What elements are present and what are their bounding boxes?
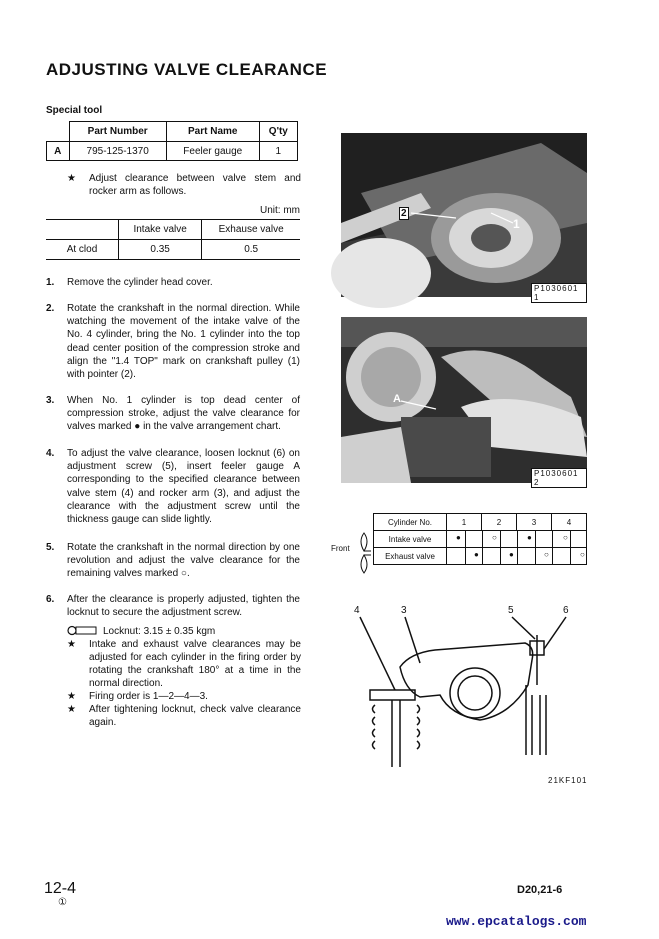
locknut-torque: Locknut: 3.15 ± 0.35 kgm — [67, 625, 301, 638]
star-icon: ★ — [67, 173, 76, 184]
valve-arrangement-table: Cylinder No. 1 2 3 4 Intake valve ● ○ ● ○ Exhaust valve ● ● ○ ○ — [373, 513, 587, 565]
part-name: Feeler gauge — [166, 142, 259, 161]
diagram-code: 21KF101 — [548, 776, 588, 785]
star-icon: ★ — [67, 704, 76, 715]
col-qty: Q'ty — [259, 122, 297, 142]
col-part-number: Part Number — [69, 122, 166, 142]
page-title: ADJUSTING VALVE CLEARANCE — [46, 60, 328, 79]
callout-feeler-gauge: A — [393, 393, 401, 405]
table-row: Intake valve ● ○ ● ○ — [374, 531, 587, 548]
watermark-url[interactable]: www.epcatalogs.com — [446, 914, 587, 929]
label-valve-stem: 4 — [354, 605, 360, 616]
star-icon: ★ — [67, 639, 76, 650]
tool-id: A — [47, 142, 70, 161]
callout-pulley: 1 — [513, 217, 520, 231]
revision-mark: ① — [58, 897, 67, 908]
clearance-table — [46, 219, 300, 260]
label-adjust-screw: 5 — [508, 605, 514, 616]
model-code: D20,21-6 — [517, 884, 563, 896]
label-locknut: 6 — [563, 605, 569, 616]
page-number: 12-4 — [44, 880, 77, 897]
qty: 1 — [259, 142, 297, 161]
col-part-name: Part Name — [166, 122, 259, 142]
clearance-note: ★ Adjust clearance between valve stem and rocker arm as follows. — [67, 173, 301, 197]
photo2-caption: P1030601 2 — [531, 468, 587, 488]
table-row: Exhaust valve ● ● ○ ○ — [374, 548, 587, 565]
step-2: 2. Rotate the crankshaft in the normal direction. While watching the movement of the intake valve of the No. 4 cylinder, bring the No. 1 cylinder into the top dead center position of the compression stroke and align the "1.4 TOP" mark on crankshaft pulley (1) with pointer (2). — [46, 303, 300, 381]
special-tool-heading: Special tool — [46, 105, 103, 116]
table-row — [47, 142, 298, 161]
special-tool-table — [46, 121, 298, 161]
subnote-1: ★ Intake and exhaust valve clearances may be adjusted for each cylinder in the firing order by rotating the crankshaft 180° at a time in the normal direction. — [67, 639, 301, 689]
step-6: 6. After the clearance is properly adjusted, tighten the locknut to secure the adjustment screw. — [46, 594, 300, 619]
label-rocker-arm: 3 — [401, 605, 407, 616]
star-icon: ★ — [67, 691, 76, 702]
rocker-arm-diagram — [340, 605, 590, 775]
photo-feeler-gauge — [341, 317, 587, 487]
condition-label: At clod — [46, 240, 119, 260]
callout-pointer: 2 — [401, 208, 407, 219]
step-4: 4. To adjust the valve clearance, loosen locknut (6) on adjustment screw (5), insert feeler gauge A corresponding to the specified clearance between valve stem (4) and rocker arm (3), and adjust the clearance with the adjustment screw until the thickness gauge can slide lightly. — [46, 448, 300, 526]
intake-value: 0.35 — [119, 240, 202, 260]
step-5: 5. Rotate the crankshaft in the normal direction by one revolution and adjust the valve clearance for the remaining valves marked ○. — [46, 542, 300, 580]
exhaust-value: 0.5 — [202, 240, 300, 260]
photo1-caption: P1030601 1 — [531, 283, 587, 303]
step-3: 3. When No. 1 cylinder is top dead center of compression stroke, adjust the valve clearance for valves marked ● in the valve arrangement chart. — [46, 395, 300, 433]
subnote-3: ★ After tightening locknut, check valve clearance again. — [67, 704, 301, 728]
subnote-2: ★ Firing order is 1—2—4—3. — [67, 691, 208, 702]
fan-icon — [357, 531, 371, 580]
col-intake: Intake valve — [119, 220, 202, 240]
unit-label: Unit: mm — [260, 205, 300, 216]
step-1: 1. Remove the cylinder head cover. — [46, 277, 213, 288]
front-label: Front — [331, 544, 350, 553]
part-number: 795-125-1370 — [69, 142, 166, 161]
col-exhaust: Exhause valve — [202, 220, 300, 240]
photo-crankshaft-pulley — [341, 133, 587, 302]
table-row — [46, 240, 300, 260]
